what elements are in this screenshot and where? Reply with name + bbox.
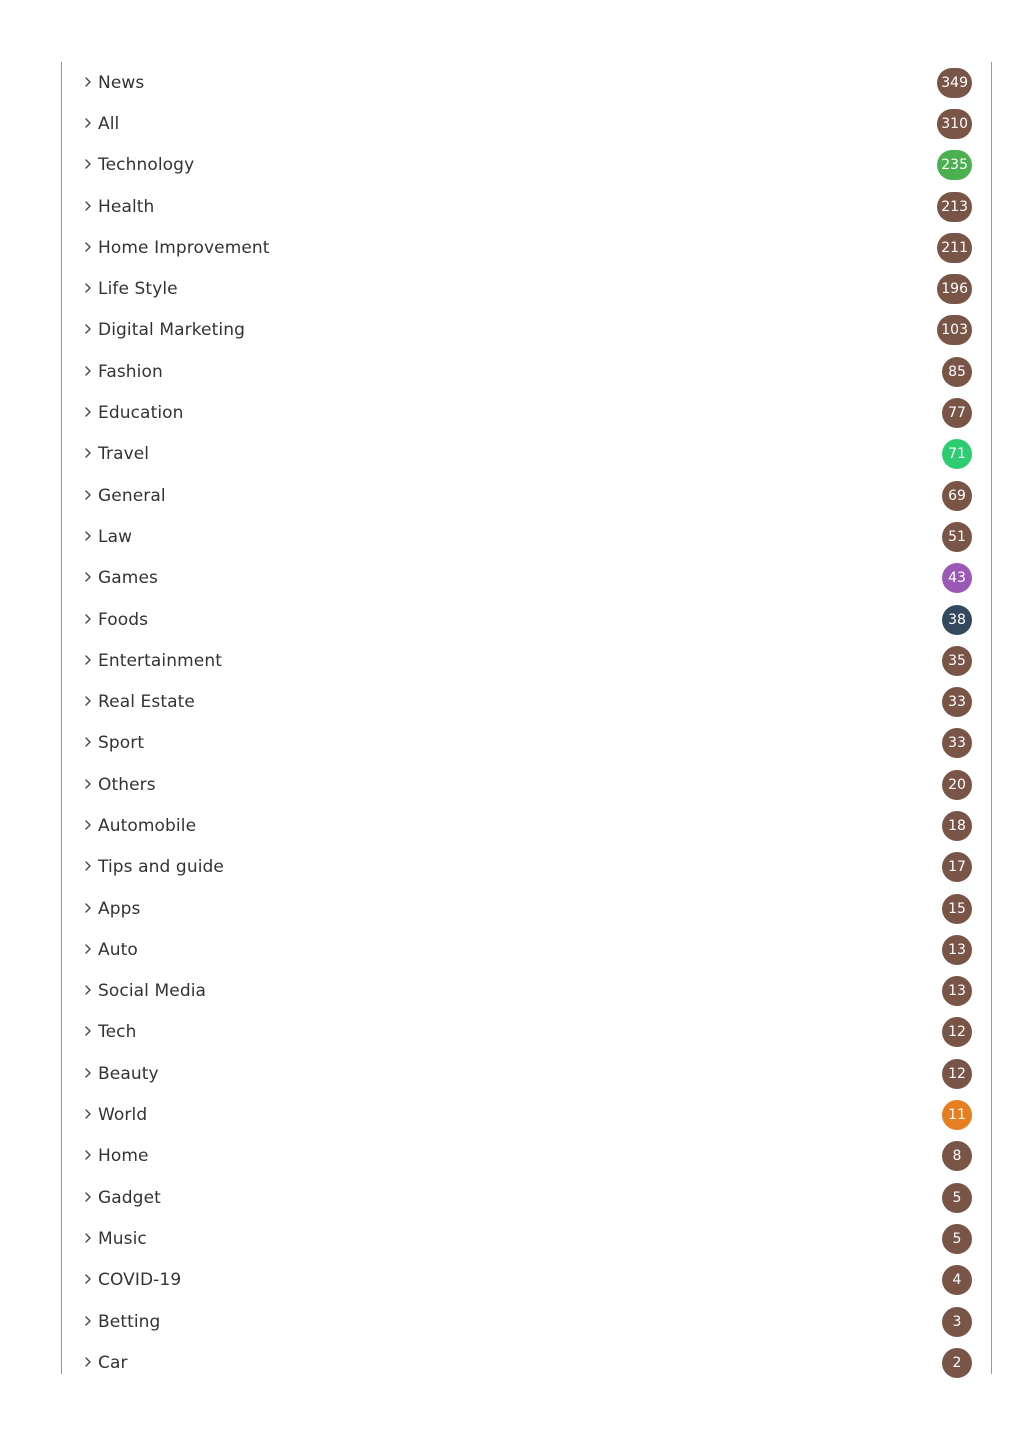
chevron-right-icon: [82, 1191, 94, 1203]
category-label[interactable]: All: [98, 113, 120, 134]
category-label[interactable]: Auto: [98, 939, 138, 960]
chevron-right-icon: [82, 1315, 94, 1327]
count-badge: 12: [942, 1059, 972, 1089]
category-item[interactable]: [62, 599, 991, 640]
chevron-right-icon: [82, 76, 94, 88]
category-item[interactable]: [62, 268, 991, 309]
count-badge: 349: [937, 68, 972, 98]
category-item[interactable]: [62, 1177, 991, 1218]
category-item[interactable]: [62, 764, 991, 805]
category-label[interactable]: Digital Marketing: [98, 320, 245, 341]
category-item[interactable]: [62, 1218, 991, 1259]
category-item[interactable]: [62, 888, 991, 929]
category-item[interactable]: [62, 558, 991, 599]
category-item[interactable]: [62, 847, 991, 888]
category-label[interactable]: Gadget: [98, 1187, 161, 1208]
category-label[interactable]: Automobile: [98, 815, 197, 836]
chevron-right-icon: [82, 984, 94, 996]
chevron-right-icon: [82, 654, 94, 666]
category-item[interactable]: [62, 1301, 991, 1342]
count-badge: 33: [942, 687, 972, 717]
category-item[interactable]: [62, 1260, 991, 1301]
chevron-right-icon: [82, 117, 94, 129]
chevron-right-icon: [82, 406, 94, 418]
category-item[interactable]: [62, 1342, 991, 1383]
category-label[interactable]: Health: [98, 196, 155, 217]
category-widget: [61, 62, 992, 1374]
category-label[interactable]: Tech: [98, 1022, 137, 1043]
category-item[interactable]: [62, 1136, 991, 1177]
count-badge: 11: [942, 1100, 972, 1130]
count-badge: 15: [942, 894, 972, 924]
category-label[interactable]: Home: [98, 1146, 149, 1167]
chevron-right-icon: [82, 943, 94, 955]
count-badge: 35: [942, 646, 972, 676]
count-badge: 213: [937, 192, 972, 222]
count-badge: 51: [942, 522, 972, 552]
count-badge: 17: [942, 852, 972, 882]
category-item[interactable]: [62, 681, 991, 722]
count-badge: 310: [937, 109, 972, 139]
chevron-right-icon: [82, 200, 94, 212]
chevron-right-icon: [82, 860, 94, 872]
count-badge: 8: [942, 1141, 972, 1171]
chevron-right-icon: [82, 778, 94, 790]
category-label[interactable]: Foods: [98, 609, 149, 630]
count-badge: 13: [942, 976, 972, 1006]
category-label[interactable]: Others: [98, 774, 156, 795]
count-badge: 20: [942, 770, 972, 800]
count-badge: 196: [937, 274, 972, 304]
category-label[interactable]: World: [98, 1105, 148, 1126]
count-badge: 4: [942, 1265, 972, 1295]
category-label[interactable]: Entertainment: [98, 650, 222, 671]
count-badge: 69: [942, 481, 972, 511]
count-badge: 77: [942, 398, 972, 428]
category-label[interactable]: Beauty: [98, 1063, 159, 1084]
chevron-right-icon: [82, 613, 94, 625]
chevron-right-icon: [82, 282, 94, 294]
chevron-right-icon: [82, 1232, 94, 1244]
chevron-right-icon: [82, 1067, 94, 1079]
category-label[interactable]: Social Media: [98, 981, 207, 1002]
category-item[interactable]: [62, 640, 991, 681]
category-label[interactable]: Travel: [98, 444, 150, 465]
count-badge: 18: [942, 811, 972, 841]
category-item[interactable]: [62, 1012, 991, 1053]
category-label[interactable]: General: [98, 485, 166, 506]
category-item[interactable]: [62, 929, 991, 970]
count-badge: 3: [942, 1307, 972, 1337]
chevron-right-icon: [82, 1273, 94, 1285]
category-item[interactable]: [62, 186, 991, 227]
category-label[interactable]: Apps: [98, 898, 141, 919]
count-badge: 211: [937, 233, 972, 263]
category-label[interactable]: Law: [98, 526, 133, 547]
count-badge: 85: [942, 357, 972, 387]
count-badge: 5: [942, 1224, 972, 1254]
chevron-right-icon: [82, 695, 94, 707]
category-item[interactable]: [62, 227, 991, 268]
count-badge: 33: [942, 728, 972, 758]
category-label[interactable]: Music: [98, 1228, 147, 1249]
category-item[interactable]: [62, 392, 991, 433]
category-item[interactable]: [62, 351, 991, 392]
chevron-right-icon: [82, 571, 94, 583]
count-badge: 12: [942, 1017, 972, 1047]
chevron-right-icon: [82, 530, 94, 542]
chevron-right-icon: [82, 1356, 94, 1368]
chevron-right-icon: [82, 241, 94, 253]
category-label[interactable]: News: [98, 72, 145, 93]
category-item[interactable]: [62, 475, 991, 516]
category-label[interactable]: Home Improvement: [98, 237, 270, 258]
count-badge: 71: [942, 439, 972, 469]
category-item[interactable]: [62, 1053, 991, 1094]
category-label[interactable]: Games: [98, 568, 158, 589]
category-label[interactable]: Real Estate: [98, 692, 195, 713]
chevron-right-icon: [82, 489, 94, 501]
category-item[interactable]: [62, 971, 991, 1012]
category-item[interactable]: [62, 723, 991, 764]
category-item[interactable]: [62, 1094, 991, 1135]
category-item[interactable]: [62, 434, 991, 475]
chevron-right-icon: [82, 819, 94, 831]
chevron-right-icon: [82, 1108, 94, 1120]
category-label[interactable]: Technology: [98, 155, 195, 176]
category-item[interactable]: [62, 516, 991, 557]
chevron-right-icon: [82, 1025, 94, 1037]
category-label[interactable]: Tips and guide: [98, 857, 224, 878]
count-badge: 13: [942, 935, 972, 965]
category-label[interactable]: Car: [98, 1352, 128, 1373]
category-item[interactable]: [62, 62, 991, 103]
count-badge: 43: [942, 563, 972, 593]
category-item[interactable]: [62, 805, 991, 846]
count-badge: 38: [942, 605, 972, 635]
category-label[interactable]: Life Style: [98, 279, 178, 300]
category-label[interactable]: Fashion: [98, 361, 163, 382]
category-label[interactable]: Education: [98, 403, 184, 424]
category-item[interactable]: [62, 145, 991, 186]
chevron-right-icon: [82, 158, 94, 170]
category-item[interactable]: [62, 310, 991, 351]
chevron-right-icon: [82, 323, 94, 335]
chevron-right-icon: [82, 1149, 94, 1161]
category-list: [62, 62, 991, 1384]
chevron-right-icon: [82, 736, 94, 748]
chevron-right-icon: [82, 447, 94, 459]
category-item[interactable]: [62, 103, 991, 144]
count-badge: 103: [937, 315, 972, 345]
category-label[interactable]: Sport: [98, 733, 145, 754]
count-badge: 5: [942, 1183, 972, 1213]
count-badge: 235: [937, 150, 972, 180]
chevron-right-icon: [82, 902, 94, 914]
chevron-right-icon: [82, 365, 94, 377]
category-label[interactable]: COVID-19: [98, 1270, 182, 1291]
category-label[interactable]: Betting: [98, 1311, 161, 1332]
count-badge: 2: [942, 1348, 972, 1378]
